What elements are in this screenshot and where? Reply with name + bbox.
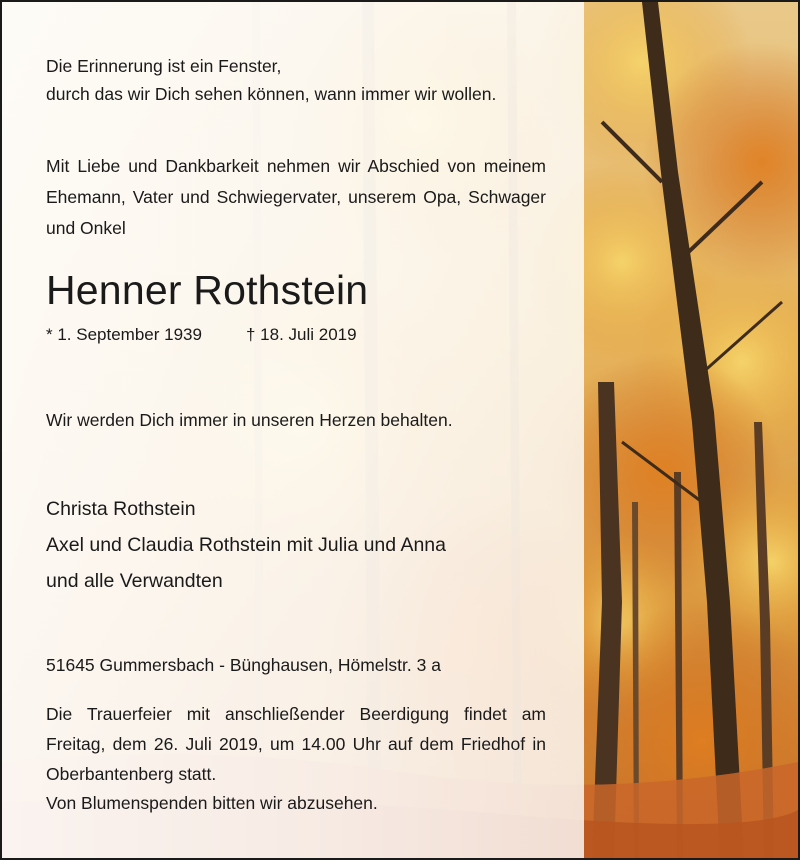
birth-date: * 1. September 1939 — [46, 325, 202, 344]
mourner-name: Axel und Claudia Rothstein mit Julia und Anna — [46, 534, 446, 556]
mourners-list — [46, 491, 546, 599]
family-address: 51645 Gummersbach - Bünghausen, Hömelstr. 3 a — [46, 655, 441, 675]
closing-line: Wir werden Dich immer in unseren Herzen behalten. — [46, 410, 453, 430]
mourner-name: und alle Verwandten — [46, 570, 223, 592]
flowers-note: Von Blumenspenden bitten wir abzusehen. — [46, 793, 378, 813]
funeral-details: Die Trauerfeier mit anschließender Beerdigung findet am Freitag, dem 26. Juli 2019, um 14.00 Uhr auf dem Friedhof in Oberbantenberg statt. — [46, 704, 546, 784]
quote-line-2: durch das wir Dich sehen können, wann immer wir wollen. — [46, 84, 497, 104]
memorial-quote — [46, 52, 546, 108]
quote-line-1: Die Erinnerung ist ein Fenster, — [46, 56, 282, 76]
farewell-intro: Mit Liebe und Dankbarkeit nehmen wir Abschied von meinem Ehemann, Vater und Schwiegervater, unserem Opa, Schwager und Onkel — [46, 156, 546, 238]
life-dates — [46, 319, 546, 350]
mourner-name: Christa Rothstein — [46, 498, 196, 520]
deceased-name: Henner Rothstein — [46, 267, 369, 313]
death-date: † 18. Juli 2019 — [246, 325, 357, 344]
